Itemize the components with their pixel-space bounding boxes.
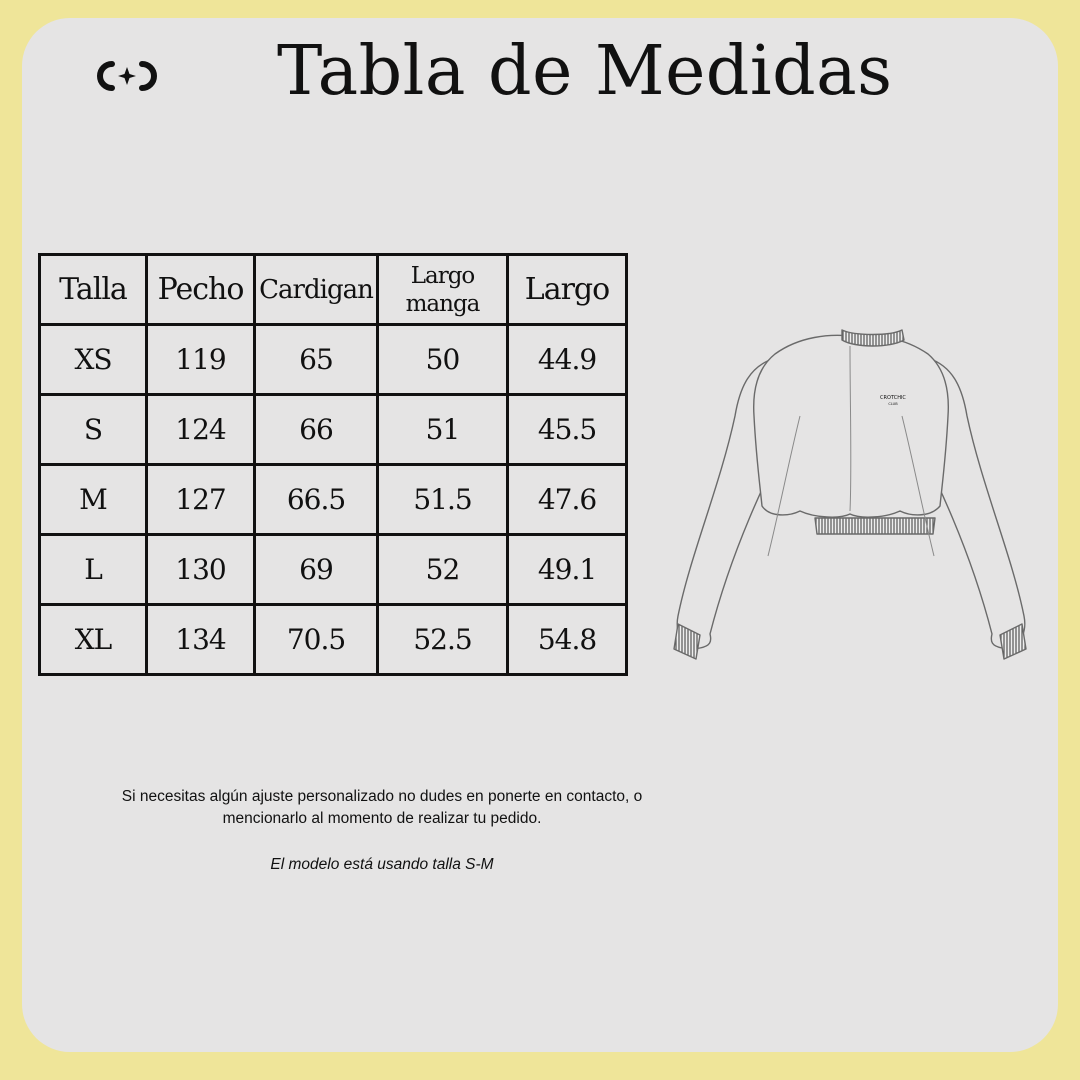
cell-largo: 45.5 — [508, 395, 627, 465]
cell-pecho: 130 — [147, 535, 255, 605]
cell-talla: XL — [40, 605, 147, 675]
header-largo-manga-line2: manga — [405, 290, 480, 317]
table-row — [40, 605, 627, 675]
cell-cardigan: 66.5 — [255, 465, 378, 535]
cell-talla: XS — [40, 325, 147, 395]
size-table — [38, 253, 628, 676]
cell-pecho: 124 — [147, 395, 255, 465]
cell-cardigan: 66 — [255, 395, 378, 465]
model-size-note: El modelo está usando talla S-M — [270, 856, 494, 873]
cell-largo: 47.6 — [508, 465, 627, 535]
cell-largo: 54.8 — [508, 605, 627, 675]
header-largo: Largo — [508, 255, 627, 325]
table-header-row — [40, 255, 627, 325]
garment-brand-label: CROTCHIC — [880, 395, 906, 401]
table-row — [40, 325, 627, 395]
cropped-sweater-illustration-icon — [650, 306, 1052, 661]
page-title: Tabla de Medidas — [277, 32, 893, 111]
cell-largo-manga: 50 — [378, 325, 508, 395]
custom-fit-note — [52, 786, 712, 830]
note-line-2: mencionarlo al momento de realizar tu pedido. — [222, 810, 542, 827]
cell-cardigan: 69 — [255, 535, 378, 605]
cell-largo-manga: 52 — [378, 535, 508, 605]
table-row — [40, 395, 627, 465]
cell-cardigan: 65 — [255, 325, 378, 395]
cell-talla: M — [40, 465, 147, 535]
cell-largo-manga: 51 — [378, 395, 508, 465]
table-row — [40, 535, 627, 605]
table-row — [40, 465, 627, 535]
cell-pecho: 127 — [147, 465, 255, 535]
cc-star-logo-icon — [92, 56, 162, 96]
cell-talla: S — [40, 395, 147, 465]
header-largo-manga-line1: Largo — [410, 262, 475, 289]
cell-pecho: 134 — [147, 605, 255, 675]
cell-pecho: 119 — [147, 325, 255, 395]
cell-largo-manga: 52.5 — [378, 605, 508, 675]
garment-brand-sublabel: CLUB — [888, 402, 898, 406]
cell-largo-manga: 51.5 — [378, 465, 508, 535]
header-largo-manga — [378, 255, 508, 325]
header-cardigan: Cardigan — [255, 255, 378, 325]
cell-talla: L — [40, 535, 147, 605]
note-line-1: Si necesitas algún ajuste personalizado no dudes en ponerte en contacto, o — [121, 788, 643, 805]
header-talla: Talla — [40, 255, 147, 325]
size-chart-card — [22, 18, 1058, 1052]
cell-largo: 44.9 — [508, 325, 627, 395]
cell-largo: 49.1 — [508, 535, 627, 605]
header-pecho: Pecho — [147, 255, 255, 325]
cell-cardigan: 70.5 — [255, 605, 378, 675]
